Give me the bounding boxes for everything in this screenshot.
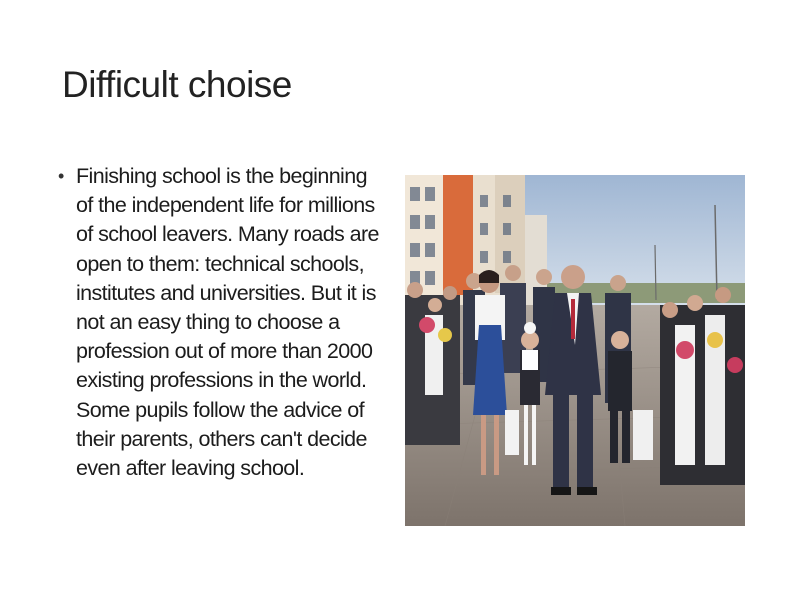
crowd-left bbox=[405, 282, 460, 445]
crowd-right bbox=[660, 287, 745, 485]
bullet-text: Finishing school is the beginning of the independent life for millions of school leavers. Many roads are open to them: technical schools, institutes and universities. But it is not an easy thing to choose a profession out of more than 2000 existing professions in the world. Some pupils follow the advice of their parents, others can't decide even after leaving school. bbox=[76, 164, 379, 481]
bullet-list bbox=[58, 162, 388, 483]
school-ceremony-photo bbox=[405, 175, 745, 526]
bullet-icon: • bbox=[58, 166, 65, 186]
photo-illustration bbox=[405, 175, 745, 526]
slide-title: Difficult choise bbox=[62, 64, 292, 105]
bullet-item bbox=[58, 162, 388, 483]
